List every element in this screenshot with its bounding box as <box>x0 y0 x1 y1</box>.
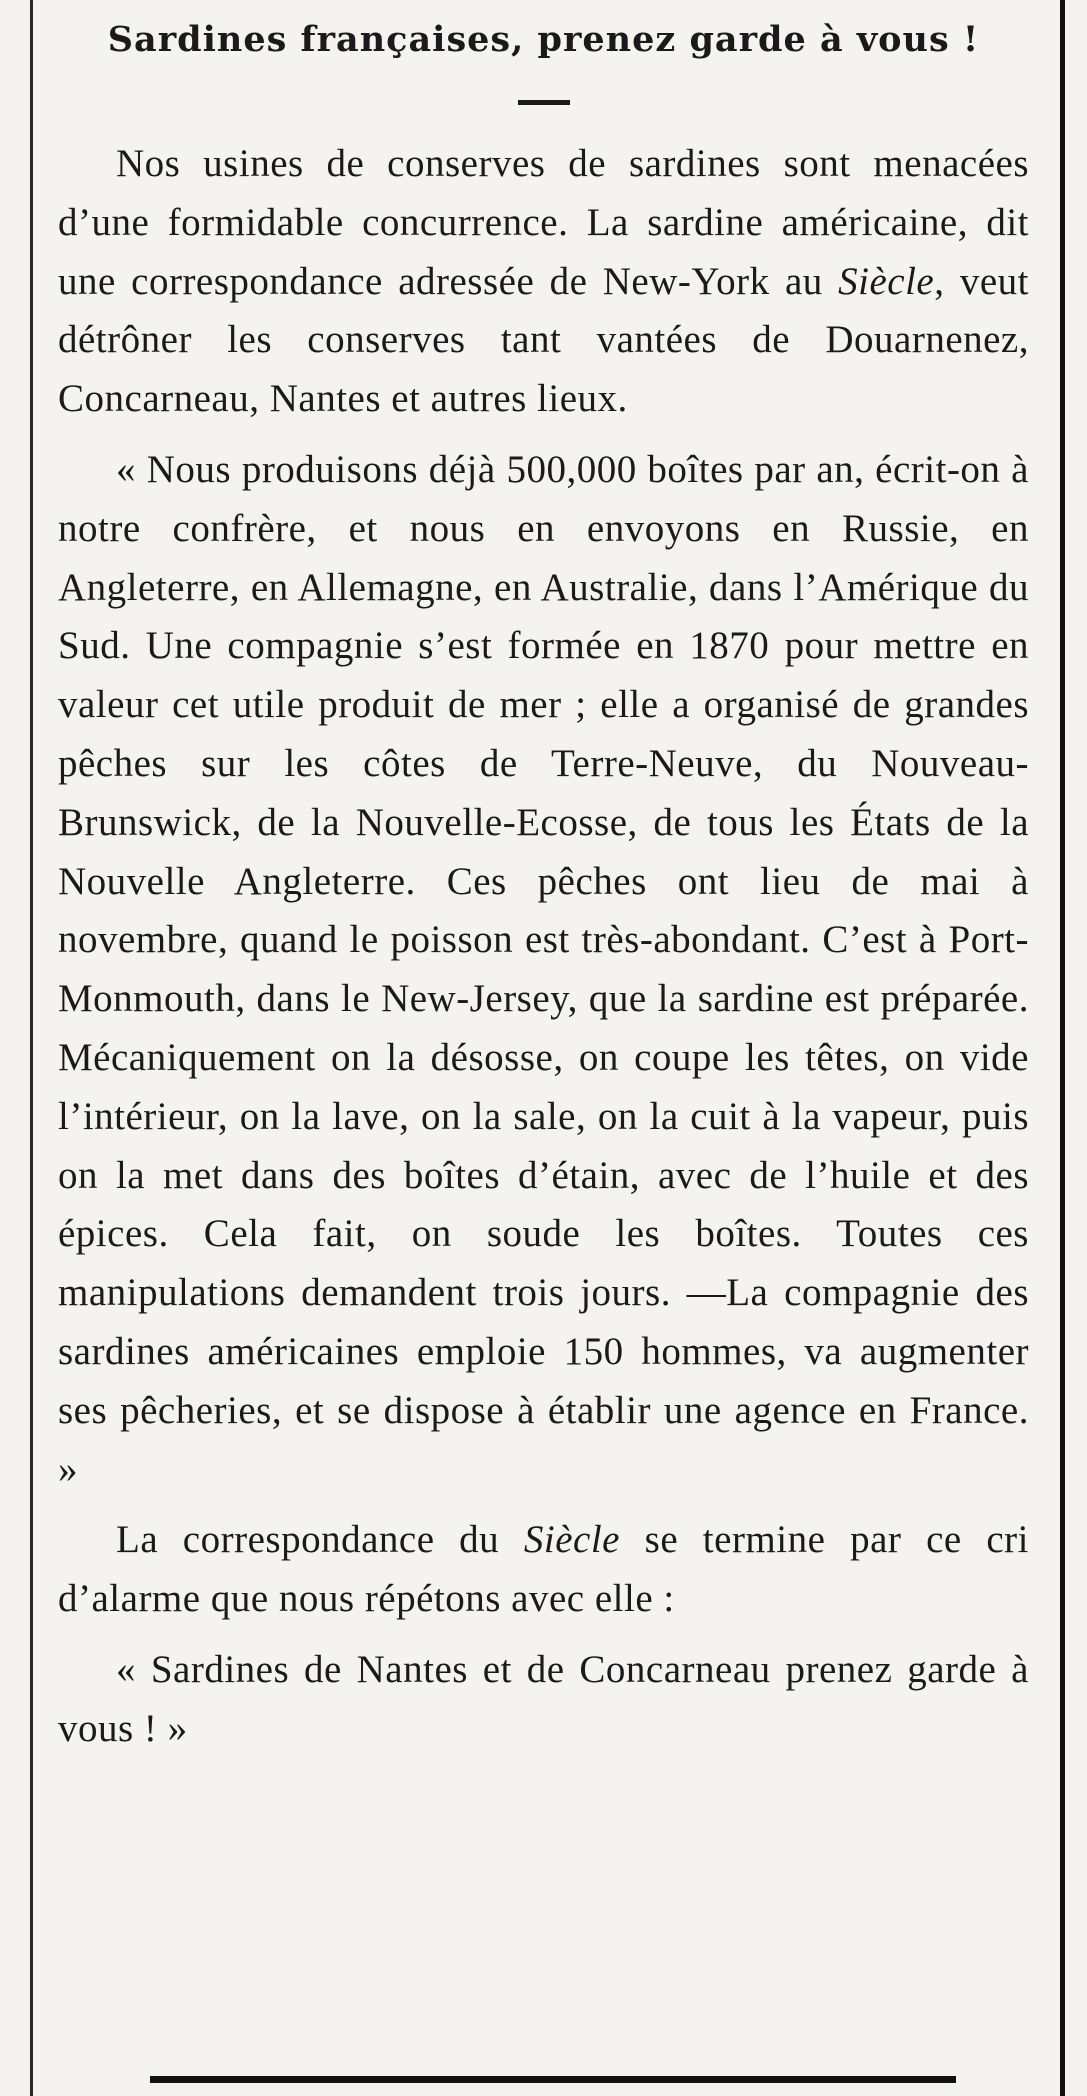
paragraph-conclusion-text-2: se termine par ce cri d’alarme que nous répétons avec elle : <box>58 1518 1029 1621</box>
paragraph-intro <box>58 135 1029 429</box>
article-body <box>58 135 1029 1759</box>
article-end-rule <box>150 2076 956 2083</box>
journal-name: Siècle <box>523 1518 620 1562</box>
paragraph-conclusion-text-1: La correspondance du <box>116 1518 524 1562</box>
paragraph-alarm: « Sardines de Nantes et de Concarneau prenez garde à vous ! » <box>58 1647 1029 1750</box>
title-separator <box>518 100 570 105</box>
article-column <box>58 14 1029 1759</box>
paragraph-intro-text-2: , veut détrôner les conserves tant vantées de Douarnenez, Concarneau, Nantes et autres lieux. <box>58 259 1029 421</box>
left-column-rule <box>30 0 33 2096</box>
article-title: Sardines françaises, prenez garde à vous ! <box>107 19 980 60</box>
paragraph-quote: « Nous produisons déjà 500,000 boîtes par an, écrit-on à notre confrère, et nous en envoyons en Russie, en Angleterre, en Allemagne, en Australie, dans l’Amérique du Sud. Une compagnie s’est formée en 1870 pour mettre en valeur cet utile produit de mer ; elle a organisé de grandes pêches sur les côtes de Terre-Neuve, du Nouveau-Brunswick, de la Nouvelle-Ecosse, de tous les États de la Nouvelle Angleterre. Ces pêches ont lieu de mai à novembre, quand le poisson est très-abondant. C’est à Port-Monmouth, dans le New-Jersey, que la sardine est préparée. Mécaniquement on la désosse, on coupe les têtes, on vide l’intérieur, on la lave, on la sale, on la cuit à la vapeur, puis on la met dans des boîtes d’étain, avec de l’huile et des épices. Cela fait, on soude les boîtes. Toutes ces manipulations demandent trois jours. —La compagnie des sardines américaines emploie 150 hommes, va augmenter ses pêcheries, et se dispose à établir une agence en France. » <box>58 447 1029 1491</box>
right-column-rule <box>1060 0 1065 2096</box>
paragraph-conclusion <box>58 1511 1029 1629</box>
paragraph-intro-text-1: Nos usines de conserves de sardines sont menacées d’une formidable concurrence. La sardine américaine, dit une correspondance adressée de New-York au <box>58 142 1029 303</box>
journal-name: Siècle <box>838 259 935 303</box>
